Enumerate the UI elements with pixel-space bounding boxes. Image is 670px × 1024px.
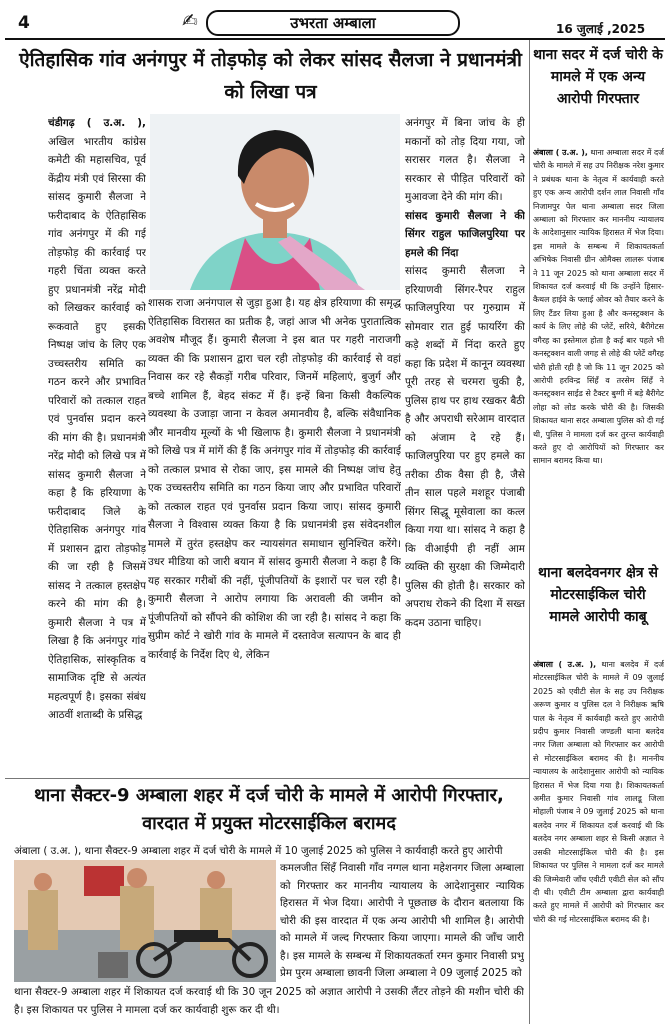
right-body-2: थाना बलदेव में दर्ज मोटरसाईकिल चोरी के मामले में 09 जुलाई 2025 को एवीटी सेल के सह उप निरीक्षक अरूण कुमार व पुलिस दल ने निरीक्षक ऋषि पाल के नेतृत्व में कार्यवाही करते हुए आरोपी प्रदीप कुमार निवासी जण्डली थाना बलदेव नगर जिला अम्बाला को गिरफ्तार कर आरोपी से मोटरसाईकिल बरामद की है। माननीय न्यायालय के आदेशानुसार आरोपी को न्यायिक हिरासत में भेज दिया गया है। शिकायतकर्ता अमीत कुमार निवासी गांव लालडू जिला मोहाली पंजाब ने 09 जुलाई 2025 को थाना बलदेव नगर में शिकायत दर्ज करवाई थी कि बलदेव नगर अम्बाला शहर से किसी अज्ञात ने उसकी मोटरसाईकिल चोरी की है। इस शिकायत पर पुलिस ने मामला दर्ज कर मामले की जिम्मेवारी जाँच एवीटी एवीटी सेल को सौंप दी थी। एवीटी टीम अम्बाला द्वारा कार्यवाही करते हुए मामले में आरोपी को गिरफ्तार कर चोरी की गई मोटरसाईकिल बरामद की है। <box>533 660 664 924</box>
right-column-1 <box>533 146 664 558</box>
second-headline: थाना सैक्टर-9 अम्बाला शहर में दर्ज चोरी के मामले में आरोपी गिरफ्तार, वारदात में प्रयुक्त मोटरसाईकिल बरामद <box>34 785 504 834</box>
lead-text-2: शासक राजा अनंगपाल से जुड़ा हुआ है। यह क्षेत्र हरियाणा की समृद्ध ऐतिहासिक विरासत का प्रतीक है, जहां आज भी अनेक पुरातात्विक अवशेष मौजूद हैं। कुमारी सैलजा ने इस बात पर गहरी नाराजगी व्यक्त की कि प्रशासन द्वारा चल रही तोड़फोड़ की कार्रवाई से वहां निवास कर रहे सैकड़ों गरीब परिवार, जिनमें महिलाएं, बुजुर्ग और बच्चे शामिल हैं, बेहद संकट में हैं। इन्हें बिना किसी वैकल्पिक व्यवस्था के उजाड़ा जाना न केवल अमानवीय है, बल्कि संवैधानिक और मानवीय मूल्यों के भी खिलाफ है। कुमारी सैलजा ने प्रधानमंत्री को लिखे पत्र में मांगें की हैं कि अनंगपुर गांव में तोड़फोड़ की कार्रवाई को तत्काल प्रभाव से रोका जाए, इस मामले की निष्पक्ष जांच हेतु एक उच्चस्तरीय समिति का गठन किया जाए और प्रभावित परिवारों को तत्काल राहत एवं पुनर्वास प्रदान किया जाए। सांसद कुमारी सैलजा ने विश्वास व्यक्त किया है कि प्रधानमंत्री इस संवेदनशील मामले में तुरंत हस्तक्षेप कर न्यायसंगत समाधान सुनिश्चित करेंगे। उधर मीडिया को जारी बयान में सांसद कुमारी सैलजा ने कहा है कि यह सरकार गरीबों की नहीं, पूंजीपतियों के इशारों पर चल रही है। कुमारी सैलजा ने आरोप लगाया कि अरावली की जमीन को पूंजीपतियों को सौंपने की कोशिश की जा रही है। सांसद ने कहा कि सुप्रीम कोर्ट ने खोरी गांव के मामले में दस्तावेज सत्यापन के बाद ही कार्रवाई के निर्देश दिए थे, लेकिन <box>148 297 401 661</box>
quill-pen-icon: ✍ <box>182 10 198 32</box>
right-dateline-2: अंबाला ( उ.अ. ), <box>533 660 597 669</box>
masthead-bar <box>4 3 666 36</box>
masthead-rule <box>5 38 665 40</box>
second-body: कमलजीत सिंहँ निवासी गाँव नग्गल थाना महेशनगर जिला अम्बाला को गिरफ्तार कर माननीय न्यायालय के आदेशानुसार न्यायिक हिरासत में भेज दिया। आरोपी ने पूछताछ के दौरान बतलाया कि चोरी की इस वारदात में एक अन्य आरोपी भी शामिल है। आरोपी को मामले में जल्द गिरफ्तार किया जाएगा। मामले की जाँच जारी है। इस मामले के सम्बन्ध में शिकायतकर्ता रमन कुमार निवासी प्रभु प्रेम पुरम अम्बाला छावनी जिला अम्बाला ने 09 जुलाई 2025 को <box>280 862 524 979</box>
politician-portrait-photo <box>150 114 400 290</box>
lead-column-3 <box>405 114 525 772</box>
lead-headline: ऐतिहासिक गांव अनंगपुर में तोड़फोड़ को लेकर सांसद सैलजा ने प्रधानमंत्री को लिखा पत्र <box>19 49 522 103</box>
lead-text-3b: सांसद कुमारी सैलजा ने हरियाणवी सिंगर-रैपर राहुल फाजिलपुरिया पर गुरुग्राम में सोमवार रात हुई फायरिंग की कड़े शब्दों में निंदा करते हुए कहा कि प्रदेश में कानून व्यवस्था पूरी तरह से चरमरा चुकी है, पुलिस हाथ पर हाथ रखकर बैठी है और अपराधी सरेआम वारदात को अंजाम दे रहे हैं। फाजिलपुरिया पर हुए हमले का तरीका ठीक वैसा ही है, जैसे तीन साल पहले मशहूर पंजाबी सिंगर सिद्धू मूसेवाला का कत्ल किया गया था। सांसद ने कहा है कि वीआईपी ही नहीं आम व्यक्ति की सुरक्षा की जिम्मेदारी पुलिस की होती है। सरकार को अपराध रोकने की दिशा में सख्त कदम उठाना चाहिए। <box>405 265 525 629</box>
lead-dateline: चंडीगढ़ ( उ.अ. ), <box>48 117 146 129</box>
lead-text-1: अखिल भारतीय कांग्रेस कमेटी की महासचिव, पूर्व केंद्रीय मंत्री एवं सिरसा की सांसद कुमारी सैलजा ने फरीदाबाद के ऐतिहासिक गांव अनंगपुर में की गई तोड़फोड़ की कार्रवाई पर गहरी चिंता व्यक्त करते हुए प्रधानमंत्री नरेंद्र मोदी को लिखकर कार्रवाई को रूकवाते हुए इसकी निष्पक्ष जांच के लिए एक उच्चस्तरीय समिति का गठन करने और प्रभावित परिवारों को तत्काल राहत एवं पुनर्वास प्रदान करने की मांग की है। प्रधानमंत्री नरेंद्र मोदी को लिखे पत्र में सांसद कुमारी सैलजा ने कहा है कि हरियाणा के फरीदाबाद जिले के ऐतिहासिक अनंगपुर गांव में प्रशासन द्वारा तोड़फोड़ की जा रही है जिसमें सांसद ने तत्काल हस्तक्षेप करने की मांग की है। कुमारी सैलजा ने पत्र में लिखा है कि अनंगपुर गांव ऐतिहासिक, सांस्कृतिक व सामाजिक दृष्टि से अत्यंत महत्वपूर्ण है। इसका संबंध आठवीं शताब्दी के प्रसिद्ध <box>48 135 146 721</box>
second-lead-line: अंबाला ( उ.अ. ), थाना सैक्टर-9 अम्बाला शहर में दर्ज चोरी के मामले में 10 जुलाई 2025 को पुलिस ने कार्यवाही करते हुए आरोपी <box>14 845 503 857</box>
right-dateline-1: अंबाला ( उ.अ. ), <box>533 148 588 157</box>
column-divider <box>529 40 530 1024</box>
lead-subhead: सांसद कुमारी सैलजा ने की सिंगर राहुल फाजिलपुरिया पर हमले की निंदा <box>405 209 525 259</box>
paper-name-text: उभरता अम्बाला <box>290 14 376 32</box>
issue-date: 16 जुलाई ,2025 <box>556 22 646 36</box>
right-body-1: थाना अम्बाला सदर में दर्ज चोरी के मामले में सह उप निरीक्षक नरेश कुमार ने प्रबंधक थाना के नेतृत्व में कार्यवाही करते हुए एक अन्य आरोपी दर्शन लाल निवासी गाँव निजामपुर पेल थाना अम्बाला सदर जिला अम्बाला को गिरफ्तार कर माननीय न्यायालय के आदेशानुसार न्यायिक हिरासत में भेज दिया। इस मामले के सम्बन्ध में शिकायतकर्ता अभिषेक निवासी ग्रीन ओमैक्स लालरू पंजाब ने 11 जून 2025 को थाना अम्बाला सदर में शिकायत दर्ज करवाई थी कि उन्होंने हिसार-कैथल हाईवे के फ्लाई ओवर को तैयार करने के लिए टैंडर लिया हुआ है और कनस्ट्रक्शन के कार्य के लिए लोहे की प्लेटें, सरिये, बैरीगेटस वगैरह का इस्तेमाल होता है कई बार पहले भी कनस्ट्रक्शन वाली जगह से लोहे की प्लेटें वगैरह चोरी होती रही है जो कि 11 जून 2025 को आरोपी हरविन्द्र सिंहँ व तरसेम सिंहँ ने कनस्ट्रक्शन साईड से टैक्टर बुग्गी में बड़े बैरीगेट लोहा को लोड करके चोरी की है। जिसकी शिकायत थाना सदर अम्बाला पुलिस को दी गई थी, पुलिस ने मामला दर्ज कर तुरन्त कार्यवाही करते हुए दो आरोपियों को गिरफ्तार कर सामान बरामद किया था। <box>533 148 664 466</box>
paper-name <box>182 10 460 36</box>
section-divider <box>5 778 529 779</box>
police-arrest-photo <box>14 860 276 982</box>
right-headline-1: थाना सदर में दर्ज चोरी के मामले में एक अन्य आरोपी गिरफ्तार <box>533 47 663 107</box>
lead-column-2 <box>148 294 401 772</box>
lead-column-1 <box>48 114 146 772</box>
right-headline-2: थाना बलदेवनगर क्षेत्र से मोटरसाईकिल चोरी मामले आरोपी काबू <box>538 565 658 625</box>
lead-text-3a: अनंगपुर में बिना जांच के ही मकानों को तोड़ दिया गया, जो सरासर गलत है। सैलजा ने सरकार से पीड़ित परिवारों को मुआवजा देने की मांग की। <box>405 117 525 203</box>
page-number: 4 <box>18 13 30 33</box>
second-tail: थाना सैक्टर-9 अम्बाला शहर में शिकायत दर्ज करवाई थी कि 30 जून 2025 को अज्ञात आरोपी ने उसकी लैंटर तोड़ने की मशीन चोरी की है। इस शिकायत पर पुलिस ने मामला दर्ज कर कार्यवाही शुरू कर दी थी। <box>14 986 524 1016</box>
right-column-2 <box>533 658 664 1020</box>
